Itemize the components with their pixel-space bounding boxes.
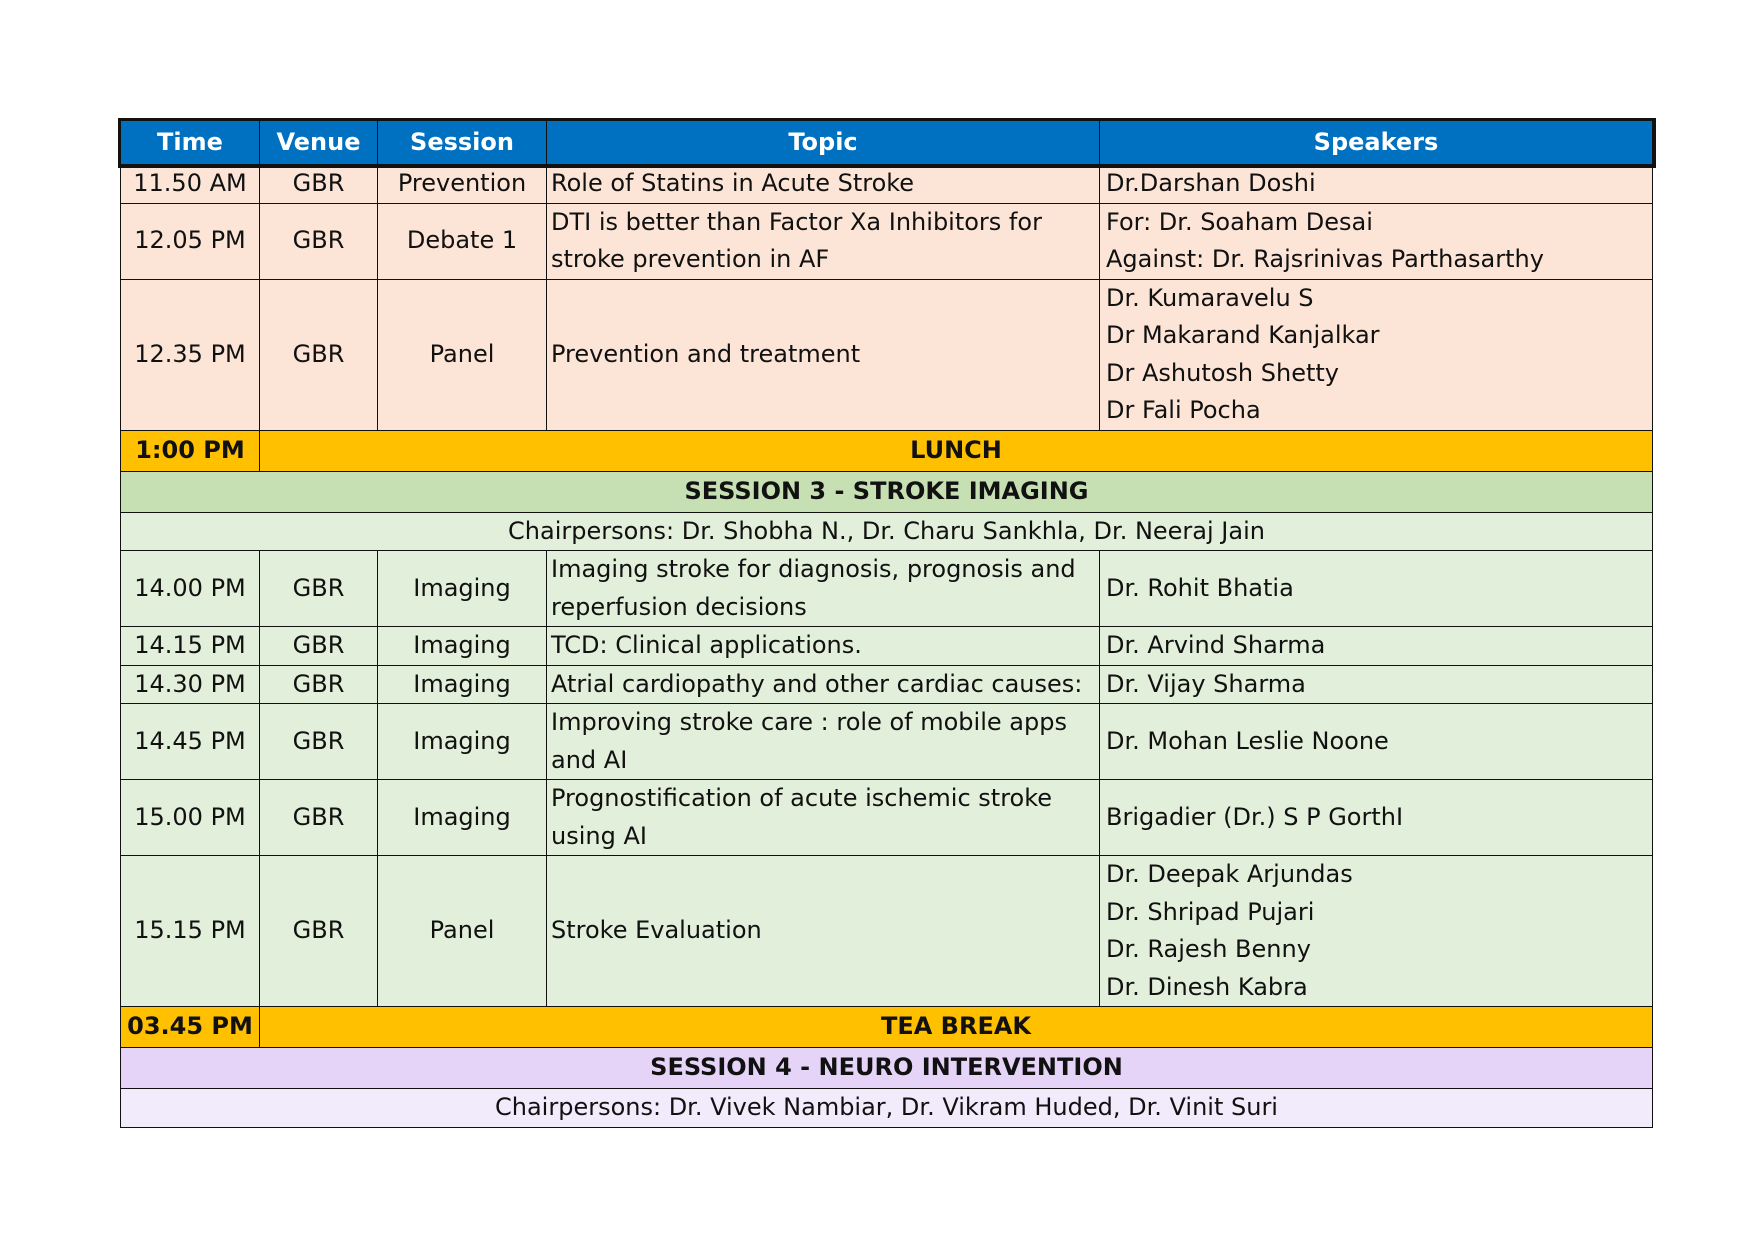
topic-cell: DTI is better than Factor Xa Inhibitors for stroke prevention in AF [547, 203, 1100, 279]
agenda-row [121, 627, 1653, 666]
speakers-cell [1100, 165, 1653, 204]
agenda-row [121, 551, 1653, 627]
venue-cell: GBR [260, 551, 378, 627]
session4-chairpersons: Chairpersons: Dr. Vivek Nambiar, Dr. Vikram Huded, Dr. Vinit Suri [121, 1089, 1653, 1128]
speaker-name: Dr Fali Pocha [1106, 396, 1261, 424]
speaker-name: Dr. Arvind Sharma [1106, 631, 1326, 659]
agenda-row [121, 203, 1653, 279]
time-cell: 14.30 PM [121, 665, 260, 704]
time-cell: 11.50 AM [121, 165, 260, 204]
session-cell: Panel [378, 856, 547, 1007]
time-cell: 12.05 PM [121, 203, 260, 279]
agenda-row [121, 780, 1653, 856]
speakers-cell [1100, 551, 1653, 627]
speaker-name: Dr Ashutosh Shetty [1106, 358, 1339, 387]
speaker-name: Dr. Shripad Pujari [1106, 897, 1315, 926]
tea-break-row [121, 1007, 1653, 1048]
time-cell: 14.45 PM [121, 704, 260, 780]
topic-cell: TCD: Clinical applications. [547, 627, 1100, 666]
header-venue: Venue [260, 121, 378, 165]
time-cell: 15.15 PM [121, 856, 260, 1007]
speakers-cell [1100, 704, 1653, 780]
speaker-name: Against: Dr. Rajsrinivas Parthasarthy [1106, 245, 1544, 273]
session3-chairpersons-row [121, 512, 1653, 551]
speakers-cell [1100, 279, 1653, 430]
session4-title-row [121, 1048, 1653, 1089]
topic-cell: Stroke Evaluation [547, 856, 1100, 1007]
lunch-row [121, 430, 1653, 471]
session3-title: SESSION 3 - STROKE IMAGING [121, 471, 1653, 512]
agenda-body [121, 165, 1653, 1128]
session4-title: SESSION 4 - NEURO INTERVENTION [121, 1048, 1653, 1089]
agenda-row [121, 279, 1653, 430]
speakers-cell [1100, 203, 1653, 279]
topic-cell: Prevention and treatment [547, 279, 1100, 430]
speakers-cell [1100, 627, 1653, 666]
speaker-name: Brigadier (Dr.) S P GorthI [1106, 802, 1404, 831]
time-cell: 14.15 PM [121, 627, 260, 666]
topic-cell: Imaging stroke for diagnosis, prognosis and reperfusion decisions [547, 551, 1100, 627]
session-cell: Prevention [378, 165, 547, 204]
speakers-cell [1100, 665, 1653, 704]
venue-cell: GBR [260, 704, 378, 780]
agenda-row [121, 165, 1653, 204]
lunch-row-time: 1:00 PM [121, 430, 260, 471]
speaker-name: Dr.Darshan Doshi [1106, 169, 1316, 197]
agenda-row [121, 856, 1653, 1007]
speaker-name: Dr. Rajesh Benny [1106, 935, 1311, 963]
topic-cell: Role of Statins in Acute Stroke [547, 165, 1100, 204]
speaker-name: Dr. Mohan Leslie Noone [1106, 726, 1389, 755]
header-session: Session [378, 121, 547, 165]
session3-title-row [121, 471, 1653, 512]
session3-chairpersons: Chairpersons: Dr. Shobha N., Dr. Charu Sankhla, Dr. Neeraj Jain [121, 512, 1653, 551]
speaker-name: Dr. Deepak Arjundas [1106, 860, 1353, 888]
agenda-table [120, 120, 1653, 1128]
speakers-cell [1100, 780, 1653, 856]
speaker-name: Dr. Rohit Bhatia [1106, 573, 1294, 602]
venue-cell: GBR [260, 165, 378, 204]
speaker-name: Dr. Dinesh Kabra [1106, 972, 1308, 1001]
lunch-row-label: LUNCH [260, 430, 1653, 471]
speaker-name: For: Dr. Soaham Desai [1106, 207, 1373, 236]
header-time: Time [121, 121, 260, 165]
tea-break-row-label: TEA BREAK [260, 1007, 1653, 1048]
speakers-cell [1100, 856, 1653, 1007]
session4-chairpersons-row [121, 1089, 1653, 1128]
session-cell: Imaging [378, 780, 547, 856]
venue-cell: GBR [260, 203, 378, 279]
agenda-row [121, 665, 1653, 704]
speaker-name: Dr. Kumaravelu S [1106, 283, 1314, 312]
session-cell: Imaging [378, 665, 547, 704]
speaker-name: Dr. Vijay Sharma [1106, 669, 1306, 698]
tea-break-row-time: 03.45 PM [121, 1007, 260, 1048]
session-cell: Imaging [378, 627, 547, 666]
time-cell: 15.00 PM [121, 780, 260, 856]
time-cell: 12.35 PM [121, 279, 260, 430]
topic-cell: Improving stroke care : role of mobile apps and AI [547, 704, 1100, 780]
topic-cell: Atrial cardiopathy and other cardiac causes: [547, 665, 1100, 704]
venue-cell: GBR [260, 627, 378, 666]
speaker-name: Dr Makarand Kanjalkar [1106, 321, 1380, 349]
session-cell: Debate 1 [378, 203, 547, 279]
session-cell: Panel [378, 279, 547, 430]
time-cell: 14.00 PM [121, 551, 260, 627]
session-cell: Imaging [378, 704, 547, 780]
venue-cell: GBR [260, 665, 378, 704]
venue-cell: GBR [260, 279, 378, 430]
session-cell: Imaging [378, 551, 547, 627]
agenda-row [121, 704, 1653, 780]
header-topic: Topic [547, 121, 1100, 165]
header-row [121, 121, 1653, 165]
venue-cell: GBR [260, 780, 378, 856]
topic-cell: Prognostification of acute ischemic stroke using AI [547, 780, 1100, 856]
header-speakers: Speakers [1100, 121, 1653, 165]
venue-cell: GBR [260, 856, 378, 1007]
